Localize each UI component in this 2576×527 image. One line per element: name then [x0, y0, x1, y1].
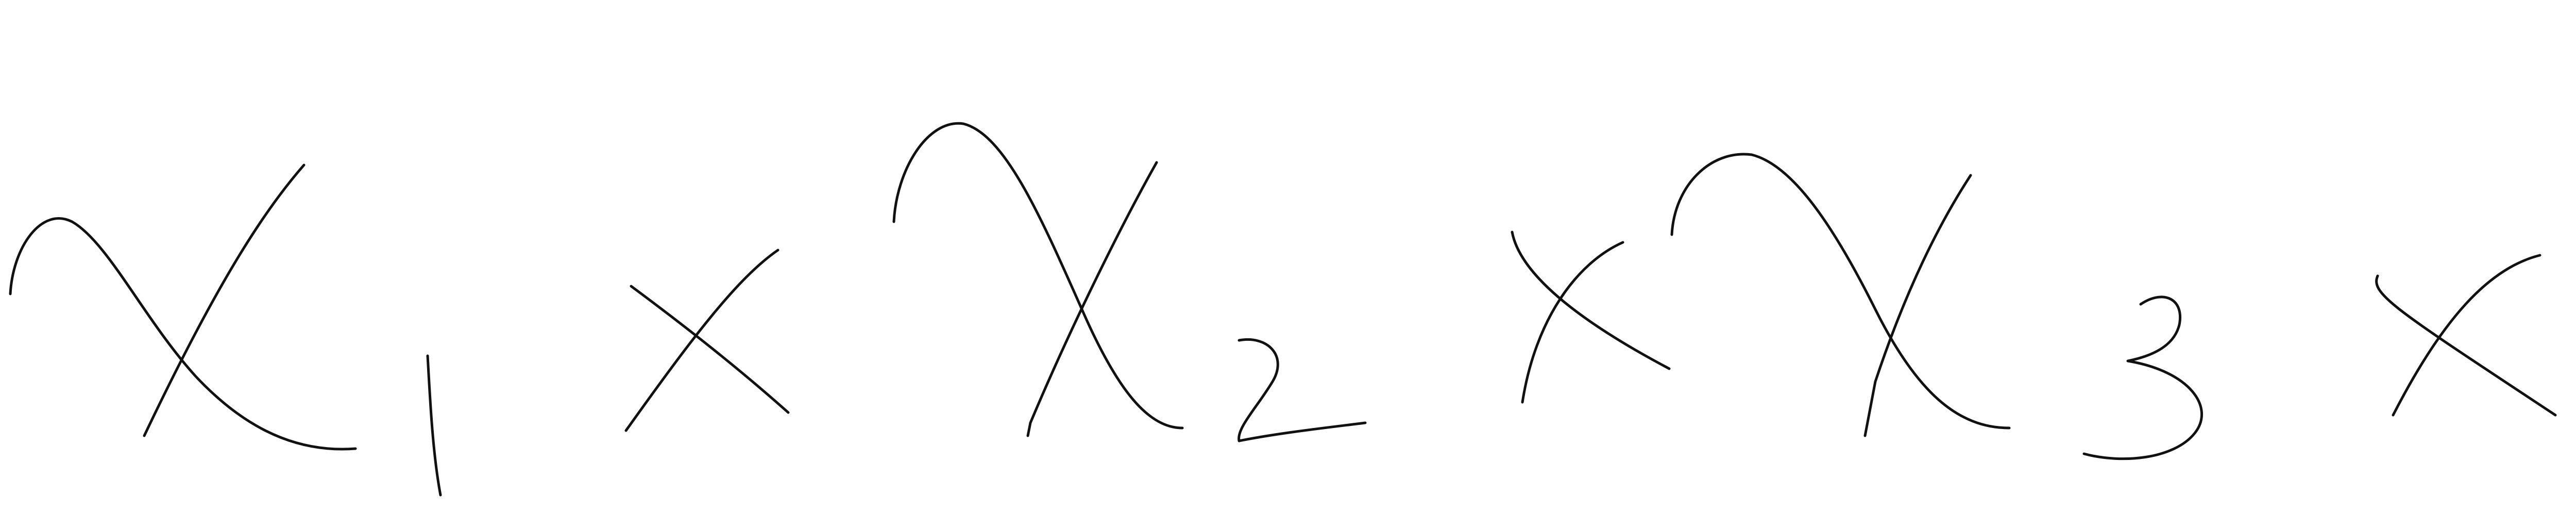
times-operator-2 [1512, 232, 1669, 402]
variable-x3 [1672, 154, 2009, 436]
x3-cross-stroke [1865, 175, 1971, 436]
subscript-2-stroke [1239, 339, 1365, 441]
subscript-2 [1239, 339, 1365, 441]
times-operator-3 [2377, 255, 2555, 415]
x1-cross-stroke [144, 165, 304, 436]
times-operator-1 [626, 250, 788, 431]
x2-curve-stroke [894, 123, 1182, 428]
variable-x2 [894, 123, 1182, 436]
times2-stroke-b [1522, 242, 1623, 402]
subscript-1 [428, 356, 440, 495]
x2-cross-stroke [1028, 162, 1157, 436]
subscript-3-stroke [2084, 297, 2202, 459]
x1-curve-stroke [10, 219, 355, 449]
subscript-3 [2084, 297, 2202, 459]
times1-stroke-a [631, 286, 788, 413]
subscript-1-stroke [428, 356, 440, 495]
variable-x1 [10, 165, 355, 449]
